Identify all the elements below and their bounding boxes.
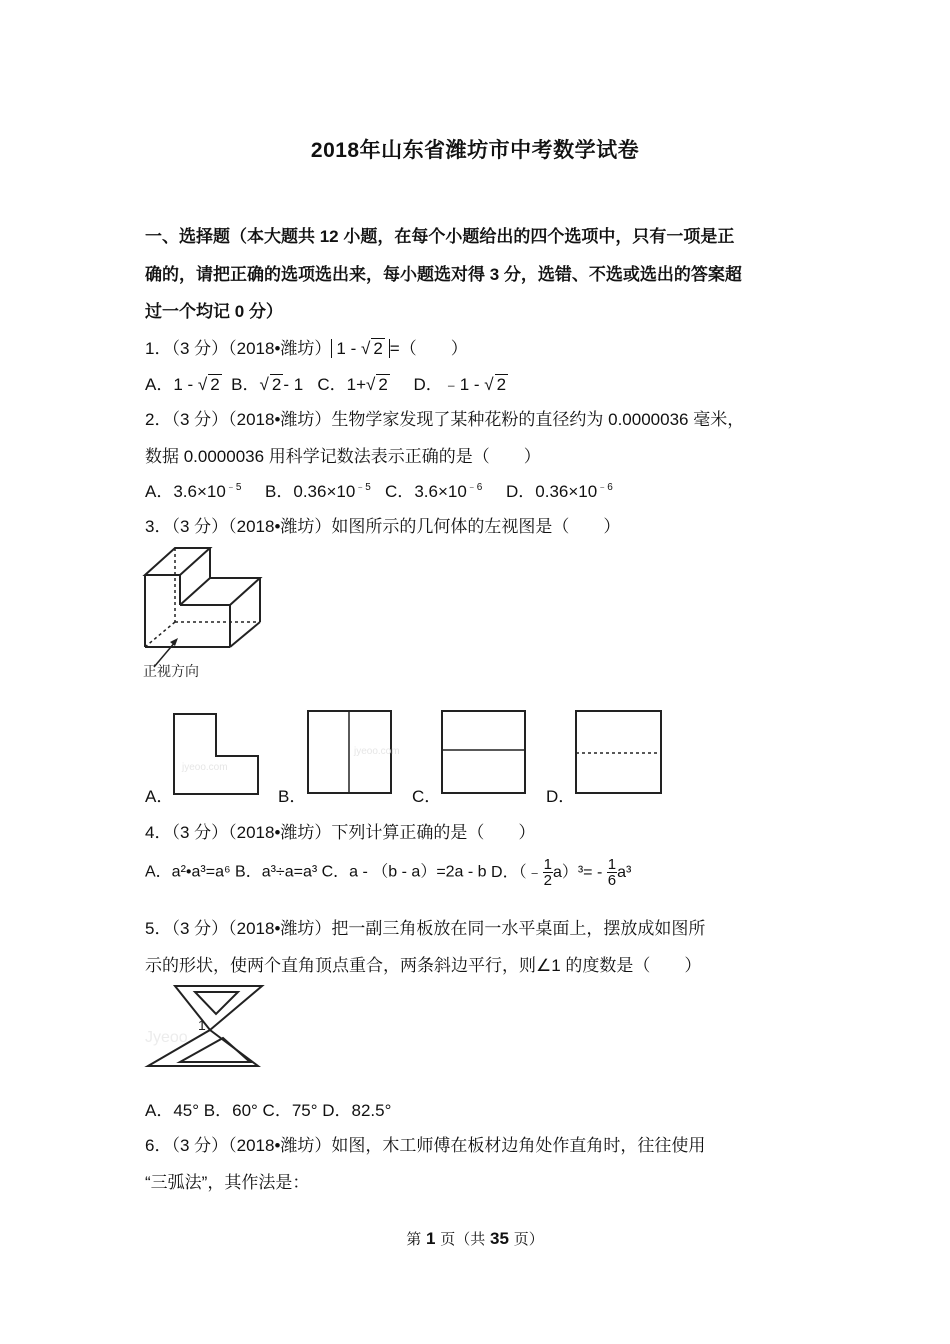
option-c[interactable]: C．$3.6\times 10^{﹣6}$ (385, 482, 483, 501)
svg-text:Jyeoo: Jyeoo (145, 1029, 188, 1046)
page-number: 1 (426, 1229, 436, 1248)
option-b-figure[interactable] (306, 709, 400, 795)
option-a-label[interactable]: A． (145, 787, 174, 806)
option-c-label[interactable]: C． (412, 787, 442, 806)
solid-figure (140, 545, 270, 685)
option-a[interactable]: A．a²•a³=a⁶ (145, 863, 231, 881)
question-5-stem-line-1: 5．（3 分）（2018•潍坊）把一副三角板放在同一水平桌面上，摆放成如图所 (145, 919, 706, 938)
question-2-options (145, 477, 613, 502)
page-footer: 第 1 页（共 35 页） (406, 1229, 544, 1248)
question-5-stem-line-2: 示的形状，使两个直角顶点重合，两条斜边平行，则∠1 的度数是（ ） (145, 956, 702, 975)
option-d[interactable]: D．﹣1 - √ 2 (413, 375, 507, 394)
angle-label: 1 (198, 1017, 206, 1033)
section-heading-line-1: 一、选择题（本大题共 12 小题，在每个小题给出的四个选项中，只有一项是正 (145, 227, 735, 246)
figure-caption: 正视方向 (143, 663, 199, 679)
option-a[interactable]: A．$3.6\times 10^{﹣5}$ (145, 482, 242, 501)
option-b-label[interactable]: B． (278, 787, 307, 806)
section-heading-line-3: 过一个均记 0 分） (145, 302, 283, 321)
question-6-stem-line-1: 6．（3 分）（2018•潍坊）如图，木工师傅在板材边角处作直角时，往往使用 (145, 1136, 706, 1155)
absolute-value-expression: 1 - √ 2 (331, 339, 389, 358)
option-b[interactable]: B．a³÷a=a³ (235, 863, 318, 881)
svg-text:jyeoo.com: jyeoo.com (182, 762, 228, 773)
question-3-stem: 3．（3 分）（2018•潍坊）如图所示的几何体的左视图是（ ） (145, 517, 621, 536)
total-pages: 35 (490, 1229, 509, 1248)
page-title: 2018年山东省潍坊市中考数学试卷 (310, 139, 640, 162)
option-c[interactable]: C．1+√ 2 (317, 375, 388, 394)
option-c-figure[interactable] (440, 709, 528, 795)
option-c[interactable]: C．a - （b - a）=2a - b (321, 863, 487, 881)
question-2-stem-line-1: 2．（3 分）（2018•潍坊）生物学家发现了某种花粉的直径约为 0.0000036 毫米， (145, 410, 745, 429)
option-b[interactable]: B．√ 2 - 1 (231, 375, 304, 394)
triangle-set-figure (140, 980, 265, 1070)
svg-text:jyeoo.com: jyeoo.com (354, 746, 400, 757)
question-2-stem-line-2: 数据 0.0000036 用科学记数法表示正确的是（ ） (145, 447, 541, 466)
question-1-stem: 1．（3 分）（2018•潍坊） 1 - √ 2 =（ ） (145, 339, 468, 358)
option-d-figure[interactable] (574, 709, 664, 795)
option-d[interactable]: D．（﹣ $\frac{1}{2}$ a）³= - $\frac{1}{6}$ a³ (491, 856, 632, 889)
option-d-label[interactable]: D． (546, 787, 576, 806)
section-heading-line-2: 确的，请把正确的选项选出来，每小题选对得 3 分，选错、不选或选出的答案超 (145, 265, 742, 284)
option-a[interactable]: A．1 - √ 2 (145, 375, 220, 394)
option-d[interactable]: D．$0.36\times 10^{﹣6}$ (505, 482, 613, 501)
question-4-stem: 4．（3 分）（2018•潍坊）下列计算正确的是（ ） (145, 823, 536, 842)
question-5-options[interactable]: A．45° B．60° C．75° D．82.5° (145, 1101, 392, 1120)
question-6-stem-line-2: “三弧法”，其作法是： (145, 1173, 310, 1192)
question-4-options (145, 857, 631, 888)
option-a-figure[interactable] (172, 712, 262, 796)
option-b[interactable]: B．$0.36\times 10^{﹣5}$ (265, 482, 371, 501)
question-1-options (145, 370, 508, 395)
